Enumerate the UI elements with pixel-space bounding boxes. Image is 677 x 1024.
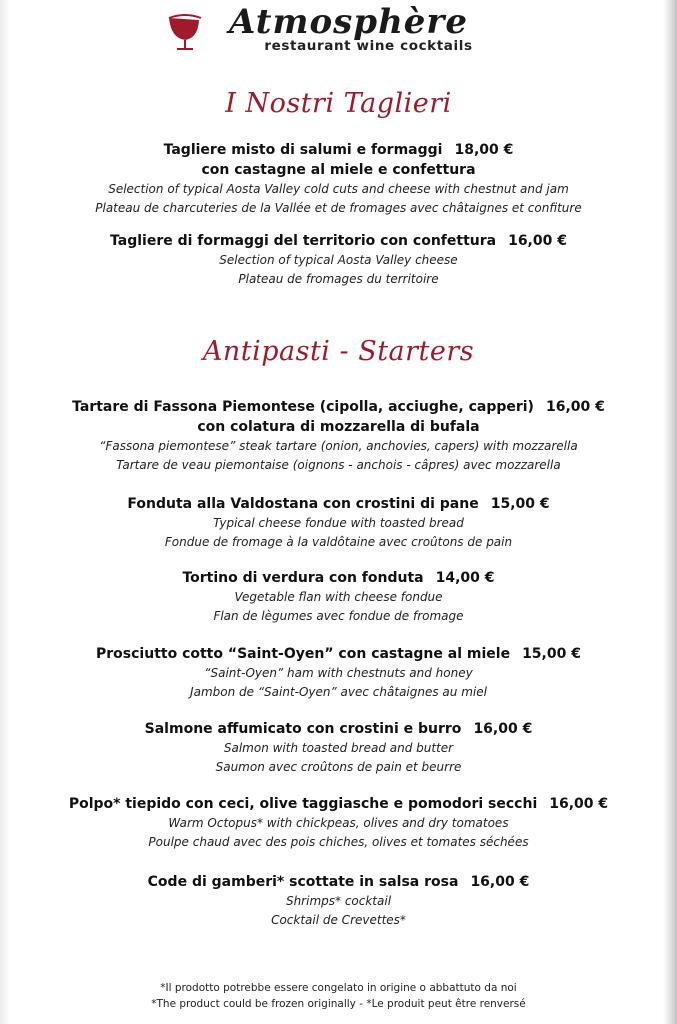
item-price: 18,00 € [454,142,514,158]
item-name-row [0,140,677,160]
item-name: Tortino di verdura con fonduta [182,570,424,586]
logo [209,2,468,42]
item-description-fr: Flan de lègumes avec fondue de fromage [213,609,464,623]
menu-item [0,872,677,930]
item-description-fr: Saumon avec croûtons de pain et beurre [215,760,462,774]
item-price: 15,00 € [522,646,581,662]
item-name-row [0,231,677,251]
item-name-row [0,397,677,417]
item-name-continued: con colatura di mozzarella di bufala [197,419,480,435]
menu-item [0,794,677,852]
item-name: Salmone affumicato con crostini e burro [144,721,462,737]
item-name-continued: con castagne al miele e confettura [201,162,476,178]
menu-item [0,231,677,289]
item-description-fr: Jambon de “Saint-Oyen” avec châtaignes au miel [190,685,487,699]
item-name: Tagliere di formaggi del territorio con confettura [110,233,497,249]
item-description-en: “Fassona piemontese” steak tartare (onion, anchovies, capers) with mozzarella [99,439,578,453]
menu-item [0,140,677,218]
item-description-fr: Fondue de fromage à la valdôtaine avec croûtons de pain [164,535,513,549]
item-name-row [0,568,677,588]
item-name-row [0,872,677,892]
item-description-en: Salmon with toasted bread and butter [223,741,454,755]
item-description-fr: Poulpe chaud avec des pois chiches, olives et tomates séchées [148,835,529,849]
footnote-line: *The product could be frozen originally - *Le produit peut être renversé [151,998,526,1010]
item-description-fr: Cocktail de Crevettes* [271,913,406,927]
item-price: 16,00 € [508,233,567,249]
item-price: 16,00 € [470,874,530,890]
brand-name: Atmosphère [229,2,468,42]
item-price: 16,00 € [549,796,609,812]
section-title-antipasti: Antipasti - Starters [202,336,475,367]
footnotes [0,980,677,1012]
menu-item [0,494,677,552]
item-description-fr: Plateau de charcuteries de la Vallée et de fromages avec châtaignes et confiture [95,201,582,215]
item-name-row [0,719,677,739]
item-name: Tartare di Fassona Piemontese (cipolla, acciughe, capperi) [72,399,534,415]
section-title-taglieri: I Nostri Taglieri [225,88,452,119]
item-description-en: “Saint-Oyen” ham with chestnuts and honey [204,666,473,680]
item-name: Code di gamberi* scottate in salsa rosa [147,874,459,890]
item-name-row [0,644,677,664]
item-name-row [0,494,677,514]
item-name-row [0,794,677,814]
item-description-en: Selection of typical Aosta Valley cold cuts and cheese with chestnut and jam [108,182,569,196]
brand-tagline: restaurant wine cocktails [264,38,473,54]
item-name: Fonduta alla Valdostana con crostini di pane [127,496,479,512]
menu-item [0,568,677,626]
menu-item [0,644,677,702]
menu-item [0,397,677,475]
item-description-en: Warm Octopus* with chickpeas, olives and dry tomatoes [168,816,509,830]
wine-glass-icon [165,12,207,52]
item-description-fr: Plateau de fromages du territoire [238,272,439,286]
item-name: Polpo* tiepido con ceci, olive taggiasche e pomodori secchi [68,796,538,812]
item-price: 15,00 € [490,496,550,512]
menu-item [0,719,677,777]
item-description-en: Shrimps* cocktail [285,894,392,908]
item-price: 16,00 € [473,721,533,737]
item-description-en: Selection of typical Aosta Valley cheese [219,253,458,267]
item-description-fr: Tartare de veau piemontaise (oignons - anchois - câpres) avec mozzarella [116,458,561,472]
item-description-en: Typical cheese fondue with toasted bread [213,516,464,530]
menu-header [0,2,677,54]
item-description-en: Vegetable flan with cheese fondue [234,590,443,604]
item-price: 14,00 € [435,570,495,586]
item-name: Prosciutto cotto “Saint-Oyen” con castagne al miele [96,646,511,662]
item-price: 16,00 € [545,399,605,415]
footnote-line: *Il prodotto potrebbe essere congelato in origine o abbattuto da noi [160,982,517,994]
item-name: Tagliere misto di salumi e formaggi [163,142,443,158]
